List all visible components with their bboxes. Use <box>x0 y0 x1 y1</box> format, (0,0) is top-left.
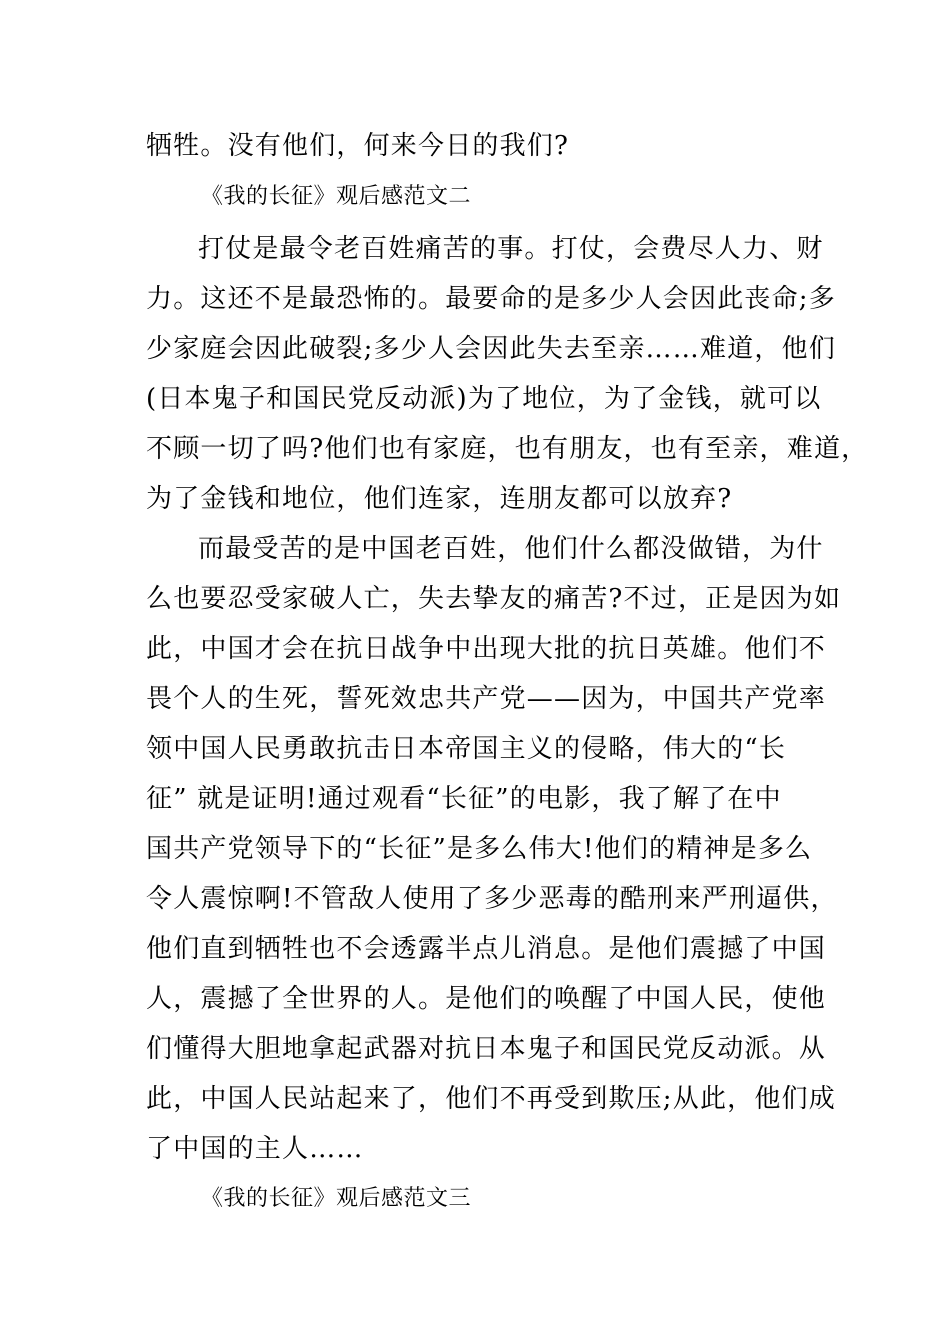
section-heading: 《我的长征》观后感范文三 <box>201 1186 472 1211</box>
paragraph-line: 为了金钱和地位，他们连家，连朋友都可以放弃? <box>146 484 733 514</box>
paragraph-line: 了中国的主人…… <box>146 1134 364 1164</box>
paragraph-line: 此，中国人民站起来了，他们不再受到欺压;从此，他们成 <box>146 1084 836 1114</box>
paragraph-line: 他们直到牺牲也不会透露半点儿消息。是他们震撼了中国 <box>146 934 827 964</box>
paragraph-line: 国共产党领导下的“长征”是多么伟大!他们的精神是多么 <box>146 834 813 864</box>
paragraph-line: 令人震惊啊!不管敌人使用了多少恶毒的酷刑来严刑逼供， <box>146 884 838 914</box>
paragraph-line: 牺牲。没有他们，何来今日的我们? <box>146 131 570 161</box>
paragraph-line: 打仗是最令老百姓痛苦的事。打仗，会费尽人力、财 <box>198 234 824 264</box>
paragraph-line: 不顾一切了吗?他们也有家庭，也有朋友，也有至亲，难道， <box>146 434 869 464</box>
paragraph-line: 么也要忍受家破人亡，失去挚友的痛苦?不过，正是因为如 <box>146 584 842 614</box>
section-heading: 《我的长征》观后感范文二 <box>201 184 472 209</box>
paragraph-line: 而最受苦的是中国老百姓，他们什么都没做错，为什 <box>198 534 824 564</box>
paragraph-line: 少家庭会因此破裂;多少人会因此失去至亲……难道，他们 <box>146 334 836 364</box>
paragraph-line: (日本鬼子和国民党反动派)为了地位，为了金钱，就可以 <box>146 384 822 414</box>
paragraph-line: 此，中国才会在抗日战争中出现大批的抗日英雄。他们不 <box>146 634 827 664</box>
paragraph-line: 征” 就是证明!通过观看“长征”的电影，我了解了在中 <box>146 784 782 814</box>
paragraph-line: 领中国人民勇敢抗击日本帝国主义的侵略，伟大的“长 <box>146 734 787 764</box>
paragraph-line: 们懂得大胆地拿起武器对抗日本鬼子和国民党反动派。从 <box>146 1034 827 1064</box>
paragraph-line: 畏个人的生死，誓死效忠共产党——因为，中国共产党率 <box>146 684 827 714</box>
paragraph-line: 人，震撼了全世界的人。是他们的唤醒了中国人民，使他 <box>146 984 827 1014</box>
paragraph-line: 力。这还不是最恐怖的。最要命的是多少人会因此丧命;多 <box>146 284 836 314</box>
